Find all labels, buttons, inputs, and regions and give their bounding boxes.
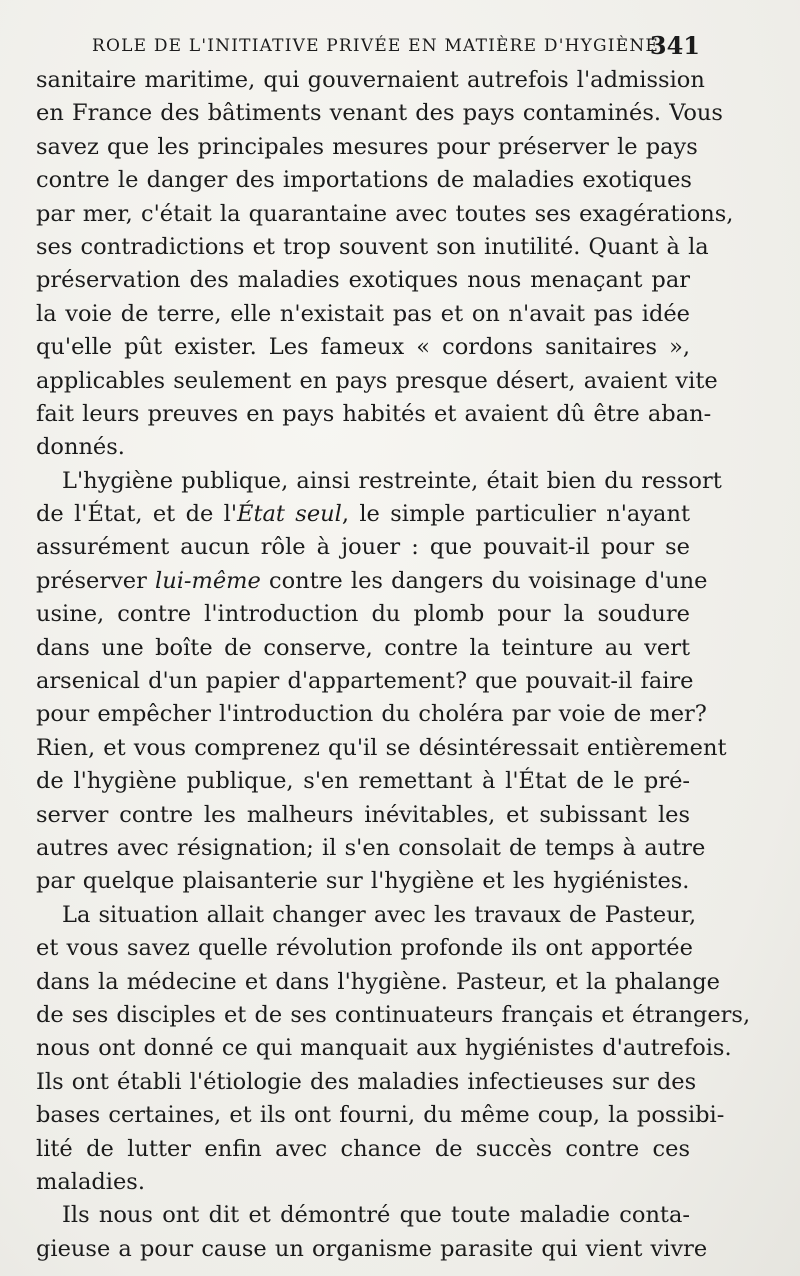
paragraph-start-line: Ils nous ont dit et démontré que toute maladie conta- <box>62 1202 690 1229</box>
text-line: dans la médecine et dans l'hygiène. Pasteur, et la phalange <box>36 968 720 995</box>
text-line: la voie de terre, elle n'existait pas et on n'avait pas idée <box>36 300 690 327</box>
text-line: maladies. <box>36 1168 145 1195</box>
text-line: ses contradictions et trop souvent son inutilité. Quant à la <box>36 233 709 260</box>
text-run: , le simple particulier n'ayant <box>341 501 690 528</box>
text-line: gieuse a pour cause un organisme parasite qui vient vivre <box>36 1235 708 1262</box>
text-line: et vous savez quelle révolution profonde ils ont apportée <box>36 935 693 962</box>
text-line: qu'elle pût exister. Les fameux « cordons sanitaires », <box>36 334 690 361</box>
running-title: ROLE DE L'INITIATIVE PRIVÉE EN MATIÈRE D'HYGIÈNE. <box>92 36 666 56</box>
text-line: par quelque plaisanterie sur l'hygiène et les hygiénistes. <box>36 868 690 895</box>
text-line: server contre les malheurs inévitables, et subissant les <box>36 801 690 828</box>
text-line: autres avec résignation; il s'en consolait de temps à autre <box>36 834 706 861</box>
running-head <box>92 31 700 62</box>
text-line: par mer, c'était la quarantaine avec toutes ses exagérations, <box>36 200 734 227</box>
paragraph-start-line: La situation allait changer avec les travaux de Pasteur, <box>62 901 697 928</box>
text-line: lité de lutter enfin avec chance de succès contre ces <box>36 1135 690 1162</box>
text-line: assurément aucun rôle à jouer : que pouvait-il pour se <box>36 534 690 561</box>
text-line <box>36 565 708 598</box>
text-line <box>36 498 690 531</box>
text-line: sanitaire maritime, qui gouvernaient autrefois l'admission <box>36 67 705 93</box>
body-text <box>36 64 751 1266</box>
text-line: pour empêcher l'introduction du choléra par voie de mer? <box>36 701 707 728</box>
text-line: Rien, et vous comprenez qu'il se désintéressait entièrement <box>36 734 727 761</box>
text-line: Ils ont établi l'étiologie des maladies infectieuses sur des <box>36 1068 697 1095</box>
text-line: en France des bâtiments venant des pays contaminés. Vous <box>36 100 723 127</box>
text-run: préserver <box>36 567 156 594</box>
text-line: donnés. <box>36 434 125 461</box>
italic-text: lui-même <box>155 567 261 594</box>
text-run: de l'État, et de l' <box>36 501 238 528</box>
text-line: nous ont donné ce qui manquait aux hygiénistes d'autrefois. <box>36 1035 732 1062</box>
text-line: de ses disciples et de ses continuateurs français et étrangers, <box>36 1001 751 1028</box>
text-line: de l'hygiène publique, s'en remettant à l'État de le pré- <box>36 768 690 795</box>
italic-text: État seul <box>237 501 342 528</box>
text-line: préservation des maladies exotiques nous menaçant par <box>36 267 690 294</box>
text-line: fait leurs preuves en pays habités et avaient dû être aban- <box>36 400 712 427</box>
text-line: arsenical d'un papier d'appartement? que pouvait-il faire <box>36 668 694 695</box>
text-line: applicables seulement en pays presque désert, avaient vite <box>36 367 718 394</box>
text-line: dans une boîte de conserve, contre la teinture au vert <box>36 634 690 661</box>
text-line: savez que les principales mesures pour préserver le pays <box>36 133 698 160</box>
page-number: 341 <box>649 31 700 60</box>
text-run: contre les dangers du voisinage d'une <box>260 567 708 594</box>
text-line: usine, contre l'introduction du plomb pour la soudure <box>36 601 690 628</box>
paragraph-start-line: L'hygiène publique, ainsi restreinte, était bien du ressort <box>62 467 722 494</box>
text-line: contre le danger des importations de maladies exotiques <box>36 167 692 194</box>
text-line: bases certaines, et ils ont fourni, du même coup, la possibi- <box>36 1102 725 1129</box>
